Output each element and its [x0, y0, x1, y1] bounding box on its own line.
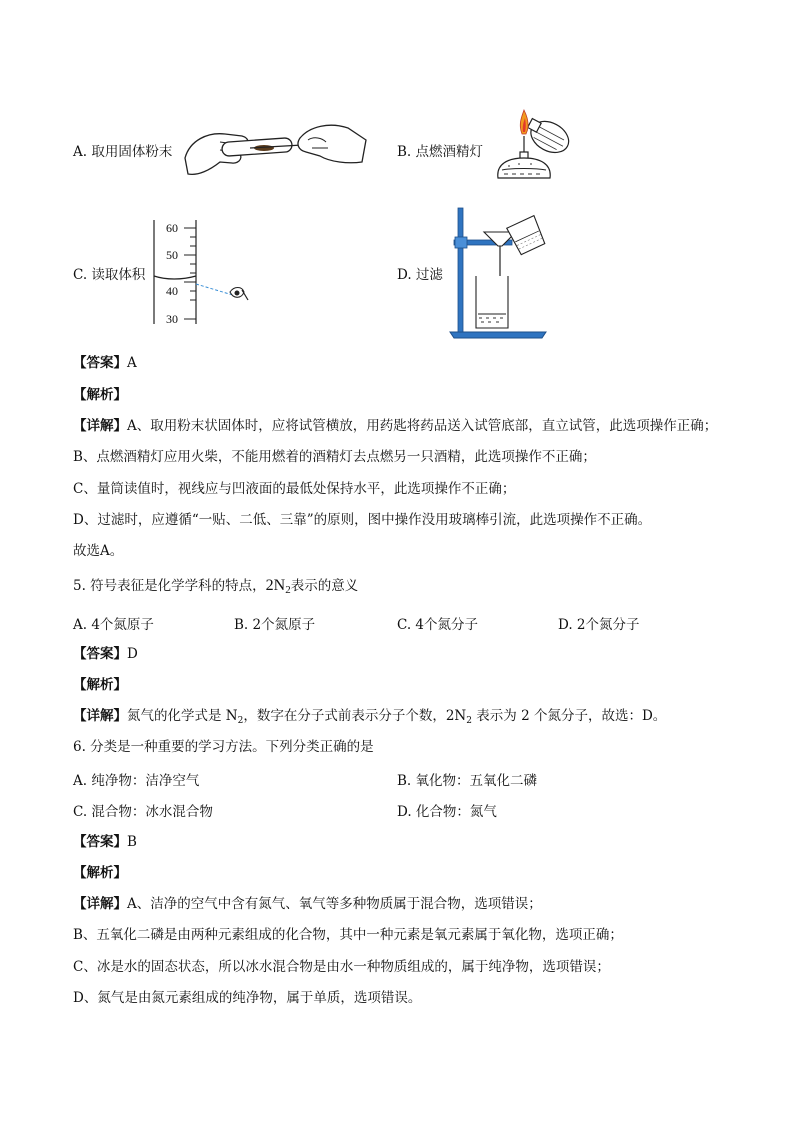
detail-tag: 【详解】: [73, 896, 127, 912]
q6-option-b: B. 氧化物：五氧化二磷: [397, 773, 538, 789]
q5-option-d: D. 2个氮分子: [558, 617, 640, 633]
detail-sub-1: 2: [237, 716, 244, 726]
detail-text: A、洁净的空气中含有氮气、氧气等多种物质属于混合物，选项错误；: [127, 896, 542, 912]
filtration-apparatus-illustration: [446, 206, 550, 344]
q4-detail-line-3: C、量筒读值时，视线应与凹液面的最低处保持水平，此选项操作不正确；: [73, 481, 516, 497]
detail-part-1: 氮气的化学式是 N: [127, 708, 238, 724]
detail-tag: 【详解】: [73, 418, 127, 434]
q6-detail-line-4: D、氮气是由氮元素组成的纯净物，属于单质，选项错误。: [73, 990, 422, 1006]
q4-answer: [73, 353, 137, 373]
detail-tag: 【详解】: [73, 708, 127, 724]
q4-detail-line-4: D、过滤时，应遵循“一贴、二低、三靠”的原则，图中操作没用玻璃棒引流，此选项操作不正确。: [73, 512, 652, 528]
answer-tag: 【答案】: [73, 355, 127, 371]
q5-analysis-tag: 【解析】: [73, 677, 127, 693]
option-a-label: A. 取用固体粉末: [73, 144, 173, 160]
q5-option-a: A. 4个氮原子: [73, 617, 154, 633]
powder-test-tube-illustration: [180, 118, 370, 182]
q6-detail-line-2: B、五氧化二磷是由两种元素组成的化合物，其中一种元素是氧元素属于氧化物，选项正确；: [73, 927, 623, 943]
q6-detail-line-3: C、冰是水的固态状态，所以冰水混合物是由水一种物质组成的，属于纯净物，选项错误；: [73, 959, 610, 975]
answer-tag: 【答案】: [73, 646, 127, 662]
detail-text: A、取用粉末状固体时，应将试管横放，用药匙将药品送入试管底部，直立试管，此选项操作正确；: [127, 418, 718, 434]
detail-part-3: 表示为 2 个氮分子，故选：D。: [471, 708, 667, 724]
option-c-label: C. 读取体积: [73, 267, 146, 283]
formula-sub: 2: [285, 584, 291, 596]
q5-stem-prefix: 5. 符号表征是化学学科的特点，: [73, 578, 266, 594]
answer-value: B: [127, 834, 137, 850]
q5-stem: [73, 576, 358, 600]
q6-stem: 6. 分类是一种重要的学习方法。下列分类正确的是: [73, 739, 374, 755]
q4-detail-line-2: B、点燃酒精灯应用火柴，不能用燃着的酒精灯去点燃另一只酒精，此选项操作不正确；: [73, 449, 596, 465]
q5-formula: [266, 577, 291, 594]
q4-conclusion: 故选A。: [73, 543, 124, 559]
formula-coef: 2N: [265, 577, 286, 594]
q6-option-c: C. 混合物：冰水混合物: [73, 804, 213, 820]
cylinder-tick-60: 60: [166, 221, 178, 235]
detail-part-2: ，数字在分子式前表示分子个数，2N: [243, 708, 467, 724]
q5-option-b: B. 2个氮原子: [234, 617, 316, 633]
q4-analysis-tag: 【解析】: [73, 387, 127, 403]
q6-option-d: D. 化合物：氮气: [397, 804, 497, 820]
answer-value: A: [127, 355, 137, 371]
q5-stem-suffix: 表示的意义: [290, 578, 359, 594]
cylinder-tick-30: 30: [166, 312, 178, 326]
alcohol-lamp-illustration: [488, 106, 578, 192]
q6-detail-line-1: [73, 894, 542, 914]
option-d-label: D. 过滤: [397, 267, 443, 283]
q6-analysis-tag: 【解析】: [73, 865, 127, 881]
q4-detail-line-1: [73, 416, 717, 436]
q5-answer: [73, 644, 138, 664]
q5-detail: [73, 706, 666, 731]
q5-option-c: C. 4个氮分子: [397, 617, 479, 633]
option-b-label: B. 点燃酒精灯: [397, 144, 484, 160]
q6-option-a: A. 纯净物：洁净空气: [73, 773, 200, 789]
q6-answer: [73, 832, 137, 852]
cylinder-tick-40: 40: [166, 284, 178, 298]
answer-tag: 【答案】: [73, 834, 127, 850]
cylinder-tick-50: 50: [166, 248, 178, 262]
detail-sub-2: 2: [466, 716, 472, 726]
answer-value: D: [127, 646, 138, 662]
